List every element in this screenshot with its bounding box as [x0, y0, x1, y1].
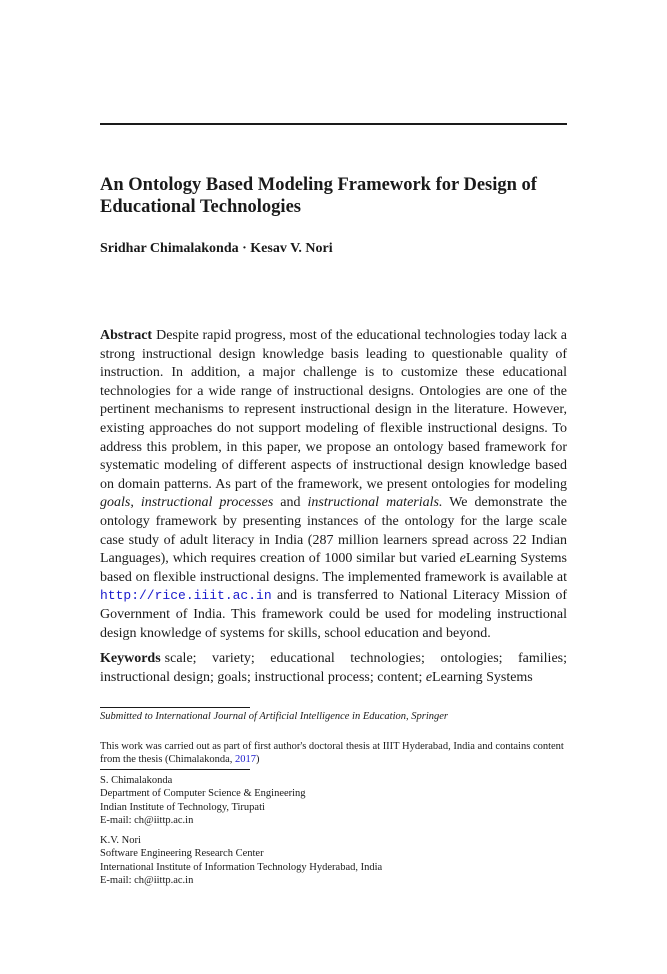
affiliation-institute: International Institute of Information Technology Hyderabad, India: [100, 861, 383, 873]
footnote-rule: [100, 707, 250, 708]
header-rule: [100, 123, 567, 125]
keywords-text: Learning Systems: [432, 669, 533, 685]
citation-link[interactable]: 2017: [235, 754, 257, 765]
abstract-text: Despite rapid progress, most of the educational technologies today lack a strong instructional design knowledge basis leading to questionable quality of instruction. In addition, a major challenge is to customize these educational technologies for a wide range of instructional designs. Ontologies are one of the pertinent mechanisms to represent instructional design in the literature. However, existing approaches do not support modeling of flexible instructional designs. To address this problem, in this paper, we propose an ontology based framework for systematic modeling of different aspects of instructional design knowledge based on domain patterns. As part of the framework, we present ontologies for modeling: [100, 328, 567, 492]
project-url-link[interactable]: http://rice.iiit.ac.in: [100, 588, 272, 604]
affiliation-email: E-mail: ch@iittp.ac.in: [100, 874, 194, 886]
affiliation-rule: [100, 769, 250, 770]
abstract-separator: ,: [130, 495, 141, 511]
keywords-label: Keywords: [100, 651, 161, 666]
affiliation-name: S. Chimalakonda: [100, 775, 173, 786]
abstract-emphasis-processes: instructional processes: [140, 495, 274, 511]
abstract-text: and is transferred to National Literacy Mission of Government of India. This framework could be used for modeling instructional design knowledge of systems for skills, school education and beyond.: [100, 588, 567, 641]
abstract-emphasis-goals: goals: [100, 495, 131, 511]
keywords-paragraph: [100, 650, 567, 687]
keywords-emphasis-e: e: [425, 669, 433, 685]
affiliation-department: Software Engineering Research Center: [100, 848, 264, 860]
abstract-label: Abstract: [100, 328, 153, 343]
abstract-paragraph: [100, 327, 567, 643]
abstract-separator: and: [273, 495, 308, 511]
affiliation-block: [100, 834, 382, 887]
keywords-text: scale; variety; educational technologies; ontologies; families; instructional design; goals; instructional process; content;: [100, 651, 567, 685]
affiliation-block: [100, 774, 306, 827]
affiliation-name: K.V. Nori: [100, 835, 141, 846]
submission-note: Submitted to International Journal of Artificial Intelligence in Education, Springer: [100, 711, 449, 722]
abstract-emphasis-e: e: [459, 551, 466, 567]
abstract-emphasis-materials: instructional materials.: [307, 495, 443, 511]
affiliation-email: E-mail: ch@iittp.ac.in: [100, 814, 194, 826]
affiliation-department: Department of Computer Science & Engineering: [100, 788, 306, 800]
abstract-text: Learning Systems based on flexible instructional designs. The implemented framework is available at: [100, 551, 567, 585]
affiliation-institute: Indian Institute of Technology, Tirupati: [100, 801, 265, 813]
paper-title: An Ontology Based Modeling Framework for Design of Educational Technologies: [100, 175, 537, 217]
thesis-note: [100, 740, 567, 766]
thesis-note-end: ): [256, 754, 260, 765]
thesis-note-text: This work was carried out as part of first author's doctoral thesis at IIIT Hyderabad, India and contains content from the thesis (Chimalakonda,: [100, 741, 564, 765]
author-list: Sridhar Chimalakonda · Kesav V. Nori: [100, 241, 333, 256]
abstract-text: We demonstrate the ontology framework by presenting instances of the ontology for the large scale case study of adult literacy in India (287 million learners spread across 22 Indian Languages), which requires creation of 1000 similar but varied: [100, 495, 568, 567]
